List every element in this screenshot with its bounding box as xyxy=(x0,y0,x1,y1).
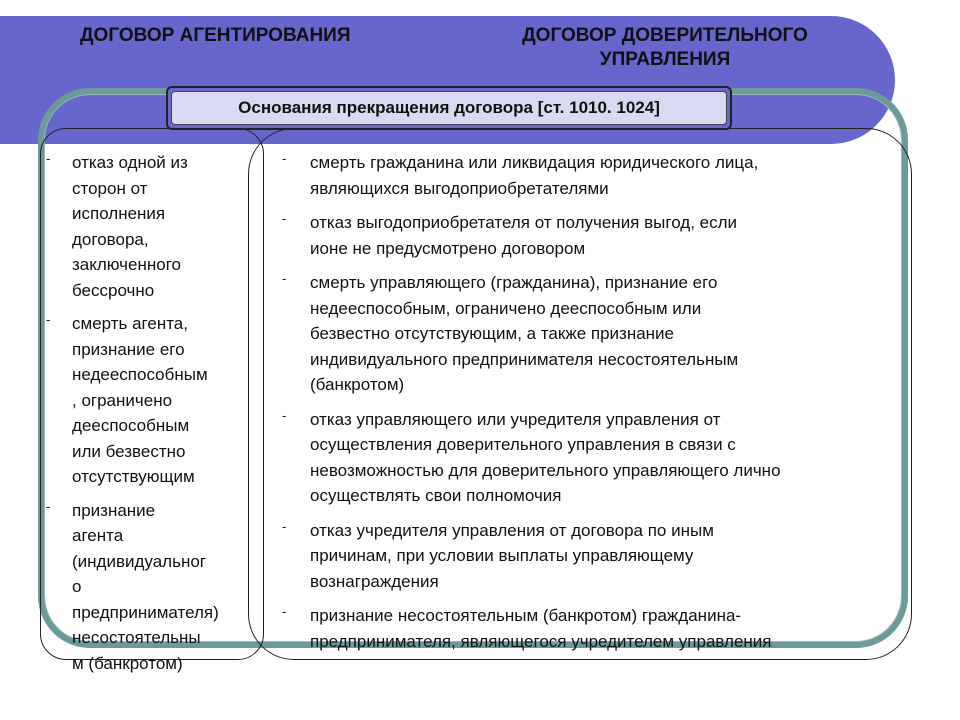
list-item xyxy=(280,150,900,201)
list-item xyxy=(46,311,246,490)
list-item xyxy=(280,270,900,398)
list-item-text: отказ одной из сторон от исполнения договора, заключенного бессрочно xyxy=(72,153,188,300)
list-item-text: признание агента (индивидуальног о предпринимателя) несостоятельны м (банкротом) xyxy=(72,500,219,673)
termination-basis-label: Основания прекращения договора [ст. 1010. 1024] xyxy=(171,91,727,125)
bullet-dash: - xyxy=(282,407,287,423)
agency-termination-list xyxy=(46,150,246,684)
list-item-text: отказ выгодоприобретателя от получения выгод, если ионе не предусмотрено договором xyxy=(310,213,738,258)
bullet-dash: - xyxy=(46,312,51,327)
header-title-agency: ДОГОВОР АГЕНТИРОВАНИЯ xyxy=(80,25,351,46)
bullet-dash: - xyxy=(282,604,287,619)
termination-basis-box xyxy=(166,86,732,130)
list-item xyxy=(280,407,900,509)
header-title-trust: ДОГОВОР ДОВЕРИТЕЛЬНОГО УПРАВЛЕНИЯ xyxy=(522,25,808,70)
bullet-dash: - xyxy=(282,151,287,166)
bullet-dash: - xyxy=(46,498,51,514)
trust-termination-list xyxy=(280,150,900,663)
list-item-text: отказ учредителя управления от договора по иным причинам, при условии выплаты управляющему вознаграждения xyxy=(310,520,714,591)
list-item-text: смерть управляющего (гражданина), признание его недееспособным, ограничено дееспособным или безвестно отсутствующим, а также признание индивидуального предпринимателя несостоятельным (банкротом) xyxy=(310,273,739,394)
bullet-dash: - xyxy=(282,271,287,286)
list-item xyxy=(46,150,246,303)
list-item-text: смерть гражданина или ликвидация юридического лица, являющихся выгодоприобретателями xyxy=(310,153,759,198)
bullet-dash: - xyxy=(282,518,287,534)
bullet-dash: - xyxy=(46,151,51,166)
list-item xyxy=(280,603,900,654)
list-item xyxy=(280,518,900,595)
list-item-text: смерть агента, признание его недееспособным , ограничено дееспособным или безвестно отсутствующим xyxy=(72,314,208,486)
list-item-text: отказ управляющего или учредителя управления от осуществления доверительного управления в связи с невозможностью для доверительного управляющего лично осуществлять свои полномочия xyxy=(310,409,781,505)
list-item-text: признание несостоятельным (банкротом) гражданина- предпринимателя, являющегося учредителем управления xyxy=(310,606,772,651)
list-item xyxy=(46,498,246,677)
bullet-dash: - xyxy=(282,211,287,226)
list-item xyxy=(280,210,900,261)
